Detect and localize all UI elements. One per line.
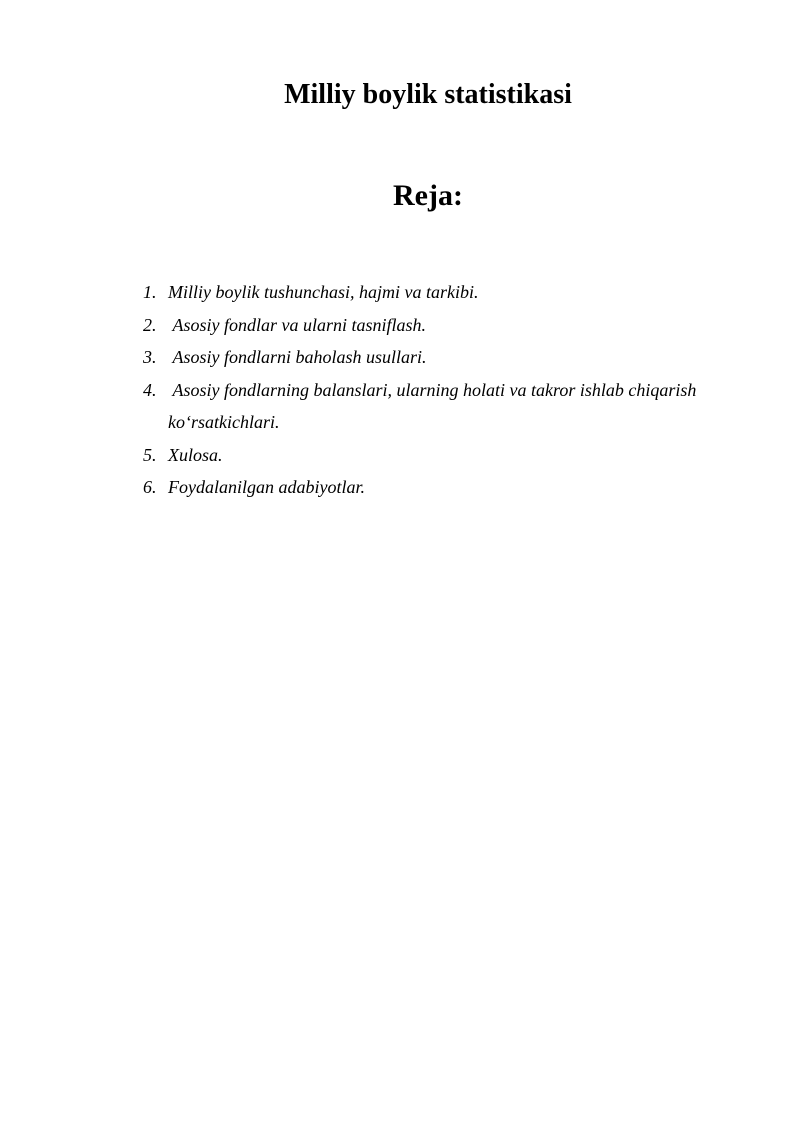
- plan-list: [143, 276, 733, 504]
- plan-item-number: 5.: [143, 444, 157, 465]
- plan-item-number: 1.: [143, 282, 157, 302]
- plan-item-number: 2.: [143, 314, 157, 335]
- plan-item-number: 3.: [143, 347, 157, 367]
- document-title: Milliy boylik statistikasi: [284, 79, 572, 110]
- plan-heading: Reja:: [393, 179, 463, 212]
- plan-item-text: Xulosa.: [168, 444, 223, 465]
- plan-item-number: 4.: [143, 379, 157, 400]
- plan-item-text: Asosiy fondlar va ularni tasniflash.: [168, 314, 427, 335]
- plan-item-3: [143, 341, 733, 374]
- plan-item-2: [143, 309, 733, 342]
- plan-item-6: [143, 471, 733, 504]
- plan-item-text: Milliy boylik tushunchasi, hajmi va tarkibi.: [168, 282, 479, 302]
- plan-item-5: [143, 439, 733, 472]
- plan-item-text: Asosiy fondlarni baholash usullari.: [168, 347, 427, 367]
- plan-item-text: Asosiy fondlarning balanslari, ularning holati va takror ishlab chiqarish ko‘rsatkichlari.: [168, 379, 701, 432]
- plan-item-4: [143, 374, 733, 439]
- plan-item-number: 6.: [143, 477, 157, 497]
- plan-item-1: [143, 276, 733, 309]
- plan-item-text: Foydalanilgan adabiyotlar.: [168, 477, 365, 497]
